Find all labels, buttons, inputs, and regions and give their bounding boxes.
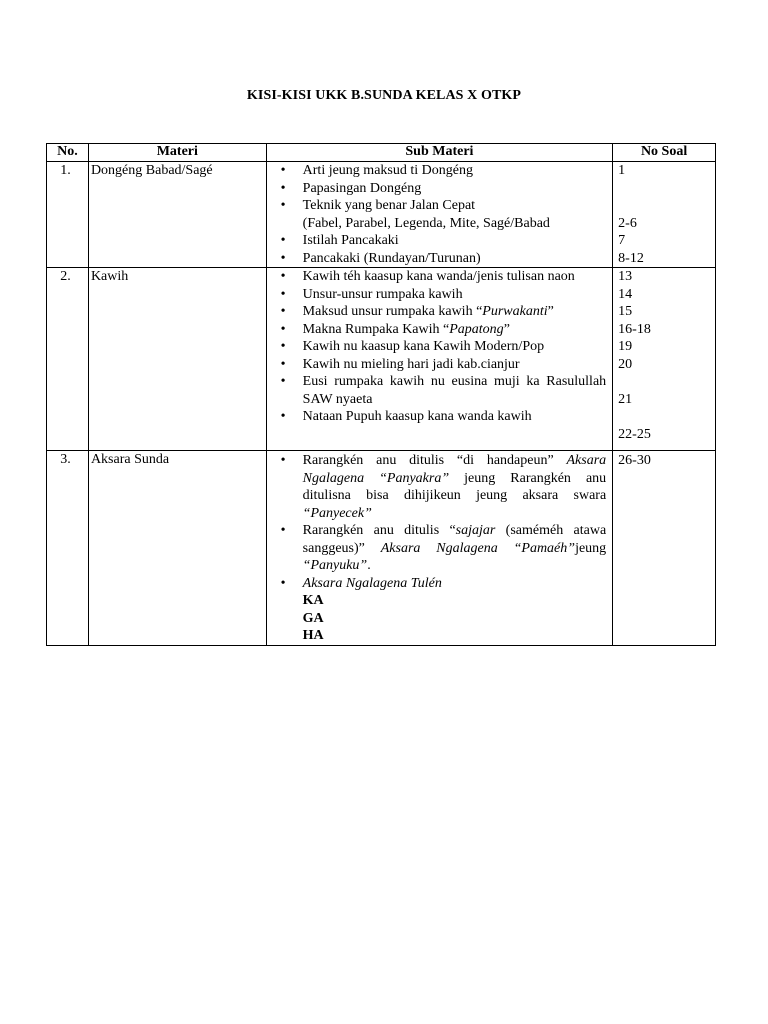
- italic-term: Aksara Ngalagena “Pamaéh”: [380, 540, 576, 556]
- soal-number: 20: [618, 356, 633, 372]
- list-item-text: Makna Rumpaka Kawih “: [302, 321, 450, 337]
- list-item-text: Rarangkén anu ditulis “: [302, 523, 456, 538]
- row-number: 3.: [47, 451, 89, 646]
- list-item: • Nataan Pupuh kaasup kana wanda kawih: [267, 408, 607, 426]
- table-row: [47, 162, 716, 268]
- sub-materi-list: [267, 162, 613, 267]
- list-item-text: .: [367, 558, 371, 573]
- header-sub-materi: Sub Materi: [266, 144, 613, 162]
- aksara-ha: HA: [302, 628, 324, 643]
- sub-materi-cell: [266, 451, 613, 646]
- list-item-text: (saméméh atawa sanggeus)”: [302, 523, 607, 556]
- italic-term: Papatong: [449, 321, 504, 337]
- italic-term: Purwakanti: [482, 304, 548, 319]
- list-item: • Kawih téh kaasup kana wanda/jenis tulisan naon: [267, 268, 607, 286]
- list-item-text: jeung: [575, 540, 607, 556]
- list-item: [267, 575, 607, 645]
- materi-cell: Kawih: [88, 268, 266, 451]
- sub-materi-list: [267, 268, 613, 426]
- list-item-text: Rarangkén anu ditulis “di handapeun”: [302, 453, 567, 468]
- italic-term: Aksara Ngalagena “Panyakra”: [302, 453, 607, 486]
- table-header-row: [47, 144, 716, 162]
- no-soal-cell: [613, 162, 716, 268]
- kisi-kisi-table: [46, 143, 716, 646]
- document-title: KISI-KISI UKK B.SUNDA KELAS X OTKP: [246, 88, 522, 103]
- italic-term: “Panyuku”: [302, 558, 368, 573]
- italic-term: “Panyecek”: [302, 505, 372, 521]
- header-no: No.: [47, 144, 89, 162]
- list-item: • Kawih nu mieling hari jadi kab.cianjur: [267, 356, 607, 374]
- list-item-text: ”: [503, 321, 510, 337]
- italic-term: Aksara Ngalagena Tulén: [302, 575, 442, 591]
- table-row: [47, 268, 716, 451]
- list-item: • Pancakaki (Rundayan/Turunan): [267, 250, 607, 268]
- header-materi: Materi: [88, 144, 266, 162]
- row-number: 2.: [47, 268, 89, 451]
- no-soal-cell: [613, 268, 716, 451]
- soal-number: 2-6: [618, 215, 637, 231]
- list-item-text: Teknik yang benar Jalan Cepat: [302, 198, 476, 213]
- aksara-ga: GA: [302, 610, 324, 626]
- list-item: • Arti jeung maksud ti Dongéng: [267, 162, 607, 180]
- list-item: [267, 197, 607, 232]
- sub-materi-cell: [266, 268, 613, 451]
- soal-number: 22-25: [618, 426, 651, 442]
- materi-cell: Dongéng Babad/Sagé: [88, 162, 266, 268]
- soal-number: 21: [618, 391, 633, 407]
- list-item: • Eusi rumpaka kawih nu eusina muji ka Rasulullah SAW nyaeta: [267, 373, 607, 408]
- soal-number: 7: [618, 233, 626, 248]
- soal-number: 13: [618, 269, 633, 284]
- soal-number: 26-30: [618, 453, 651, 468]
- list-item: • Kawih nu kaasup kana Kawih Modern/Pop: [267, 338, 607, 356]
- list-item-text: jeung Rarangkén anu ditulisna bisa dihijikeun jeung aksara swara: [302, 470, 607, 503]
- sub-materi-list: [267, 452, 613, 645]
- italic-term: sajajar: [455, 523, 496, 538]
- list-item-continuation: (Fabel, Parabel, Legenda, Mite, Sagé/Babad: [302, 215, 550, 231]
- list-item: [267, 303, 607, 321]
- soal-number: 16-18: [618, 321, 651, 337]
- row-number: 1.: [47, 162, 89, 268]
- soal-number: 8-12: [618, 250, 644, 266]
- list-item: [267, 452, 607, 522]
- list-item-text: Maksud unsur rumpaka kawih “: [302, 304, 483, 319]
- soal-number: 15: [618, 304, 633, 319]
- soal-number: 1: [618, 163, 626, 178]
- table-row: [47, 451, 716, 646]
- list-item: • Papasingan Dongéng: [267, 180, 607, 198]
- list-item: [267, 522, 607, 575]
- list-item: • Unsur-unsur rumpaka kawih: [267, 286, 607, 304]
- list-item: • Istilah Pancakaki: [267, 232, 607, 250]
- list-item: [267, 321, 607, 339]
- header-no-soal: No Soal: [613, 144, 716, 162]
- soal-number: 14: [618, 286, 633, 302]
- aksara-ka: KA: [302, 593, 324, 608]
- soal-number: 19: [618, 339, 633, 354]
- list-item-text: ”: [547, 304, 554, 319]
- no-soal-cell: [613, 451, 716, 646]
- materi-cell: Aksara Sunda: [88, 451, 266, 646]
- sub-materi-cell: [266, 162, 613, 268]
